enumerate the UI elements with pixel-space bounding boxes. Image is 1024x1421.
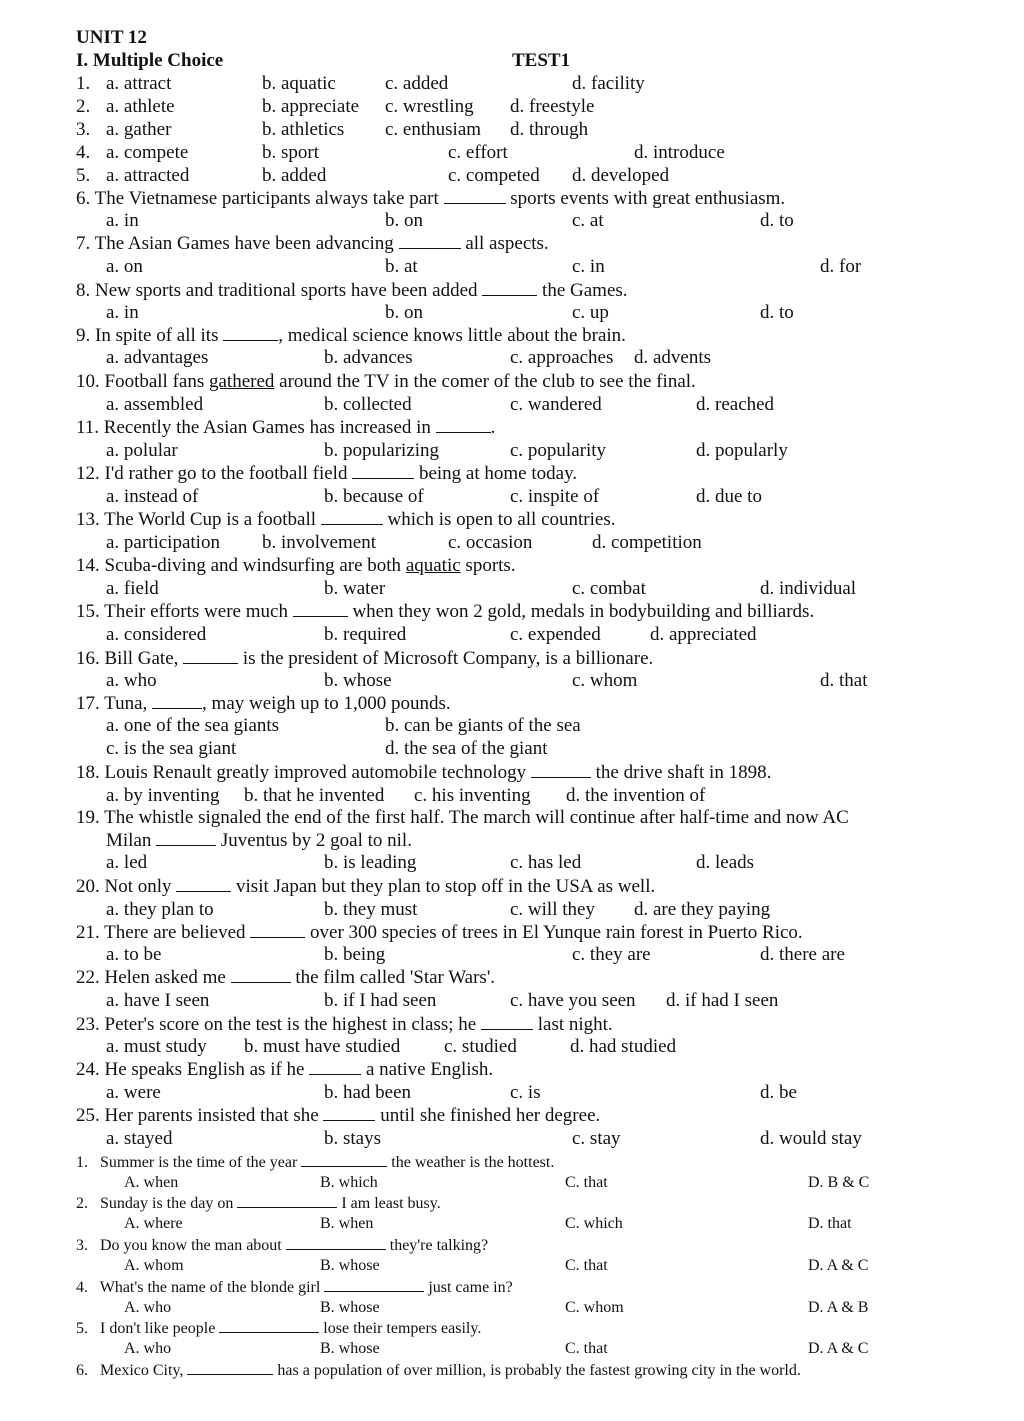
question-text: The World Cup is a football bbox=[104, 509, 317, 530]
option-c[interactable]: c. approaches bbox=[510, 347, 614, 368]
question-text: Summer is the time of the year bbox=[100, 1154, 298, 1171]
option-b[interactable]: b. whose bbox=[324, 670, 392, 691]
question-text: In spite of all its bbox=[95, 325, 219, 346]
option-d[interactable]: D. B & C bbox=[808, 1174, 870, 1191]
answer-blank[interactable] bbox=[187, 1362, 273, 1375]
question-text: There are believed bbox=[104, 922, 246, 943]
question-text-end: just came in? bbox=[428, 1279, 513, 1296]
option-a[interactable]: A. who bbox=[124, 1340, 172, 1357]
option-c[interactable]: c. up bbox=[572, 302, 609, 323]
option-c[interactable]: c. is bbox=[510, 1082, 541, 1103]
option-d[interactable]: d. the invention of bbox=[566, 785, 706, 806]
option-b[interactable]: B. whose bbox=[320, 1257, 380, 1274]
option-d[interactable]: d. reached bbox=[696, 394, 775, 415]
option-c[interactable]: c. occasion bbox=[448, 532, 533, 553]
option-c[interactable]: c. has led bbox=[510, 852, 582, 873]
question-number: 20. bbox=[76, 876, 100, 897]
question-text-end: around the TV in the comer of the club to see the final. bbox=[274, 371, 696, 392]
option-d[interactable]: d. to bbox=[760, 302, 794, 323]
question-number: 18. bbox=[76, 762, 100, 783]
underlined-word: aquatic bbox=[405, 555, 461, 576]
option-b[interactable]: B. whose bbox=[320, 1299, 380, 1316]
answer-blank[interactable] bbox=[321, 510, 383, 525]
question-number: 1. bbox=[76, 73, 91, 94]
option-a[interactable]: a. considered bbox=[106, 624, 207, 645]
option-b[interactable]: b. appreciate bbox=[262, 96, 360, 117]
option-d[interactable]: d. would stay bbox=[760, 1128, 862, 1149]
option-a[interactable]: a. on bbox=[106, 256, 143, 277]
question-number: 9. bbox=[76, 325, 91, 346]
option-c[interactable]: c. wrestling bbox=[385, 96, 474, 117]
question-number: 23. bbox=[76, 1014, 100, 1035]
question-text: Helen asked me bbox=[104, 967, 226, 988]
answer-blank[interactable] bbox=[176, 877, 231, 892]
option-b[interactable]: b. because of bbox=[324, 486, 424, 507]
question-text-end: , may weigh up to 1,000 pounds. bbox=[202, 693, 451, 714]
option-d[interactable]: D. A & B bbox=[808, 1299, 869, 1316]
question-text: The Asian Games have been advancing bbox=[94, 233, 394, 254]
option-a[interactable]: a. who bbox=[106, 670, 157, 691]
answer-blank[interactable] bbox=[352, 464, 414, 479]
question-text-end: Juventus by 2 goal to nil. bbox=[220, 830, 412, 851]
question-number: 17. bbox=[76, 693, 100, 714]
option-a[interactable]: a. they plan to bbox=[106, 899, 214, 920]
question-number: 15. bbox=[76, 601, 100, 622]
option-b[interactable]: b. is leading bbox=[324, 852, 417, 873]
option-c[interactable]: c. stay bbox=[572, 1128, 621, 1149]
question-number: 1. bbox=[76, 1154, 88, 1171]
option-b[interactable]: B. when bbox=[320, 1215, 374, 1232]
question-text-end: a native English. bbox=[365, 1059, 494, 1080]
option-c[interactable]: c. effort bbox=[448, 142, 508, 163]
question-text: New sports and traditional sports have been added bbox=[95, 280, 478, 301]
question-text-end: sports events with great enthusiasm. bbox=[510, 188, 786, 209]
option-b[interactable]: B. which bbox=[320, 1174, 378, 1191]
option-d[interactable]: D. A & C bbox=[808, 1257, 869, 1274]
question-text: Not only bbox=[104, 876, 172, 897]
question-number: 7. bbox=[76, 233, 91, 254]
option-d[interactable]: D. A & C bbox=[808, 1340, 869, 1357]
answer-blank[interactable] bbox=[399, 234, 461, 249]
question-number: 21. bbox=[76, 922, 100, 943]
option-b[interactable]: b. can be giants of the sea bbox=[385, 715, 581, 736]
underlined-word: gathered bbox=[209, 371, 275, 392]
question-number: 8. bbox=[76, 280, 91, 301]
answer-blank[interactable] bbox=[219, 1320, 319, 1333]
option-c[interactable]: c. in bbox=[572, 256, 605, 277]
answer-blank[interactable] bbox=[152, 694, 202, 709]
option-c[interactable]: c. added bbox=[385, 73, 449, 94]
question-text: Her parents insisted that she bbox=[104, 1105, 319, 1126]
question-text-end: which is open to all countries. bbox=[387, 509, 616, 530]
option-c[interactable]: c. whom bbox=[572, 670, 638, 691]
option-b[interactable]: B. whose bbox=[320, 1340, 380, 1357]
question-number: 3. bbox=[76, 119, 91, 140]
option-c[interactable]: c. inspite of bbox=[510, 486, 600, 507]
option-d[interactable]: d. to bbox=[760, 210, 794, 231]
option-d[interactable]: d. individual bbox=[760, 578, 857, 599]
option-b[interactable]: b. aquatic bbox=[262, 73, 336, 94]
question-text: What's the name of the blonde girl bbox=[99, 1279, 321, 1296]
option-b[interactable]: b. required bbox=[324, 624, 407, 645]
answer-blank[interactable] bbox=[482, 281, 537, 296]
option-a[interactable]: a. in bbox=[106, 302, 139, 323]
question-number: 14. bbox=[76, 555, 100, 576]
question-text-end: all aspects. bbox=[465, 233, 549, 254]
question-number: 25. bbox=[76, 1105, 100, 1126]
question-text-end: they're talking? bbox=[389, 1237, 489, 1254]
option-d[interactable]: D. that bbox=[808, 1215, 852, 1232]
question-number: 11. bbox=[76, 417, 100, 438]
answer-blank[interactable] bbox=[436, 418, 491, 433]
option-a[interactable]: a. one of the sea giants bbox=[106, 715, 280, 736]
option-a[interactable]: a. must study bbox=[106, 1036, 207, 1057]
option-d[interactable]: d. due to bbox=[696, 486, 762, 507]
question-text-end: visit Japan but they plan to stop off in the USA as well. bbox=[236, 876, 656, 897]
question-text: Scuba-diving and windsurfing are both bbox=[104, 555, 406, 576]
option-c[interactable]: c. combat bbox=[572, 578, 646, 599]
option-a[interactable]: A. where bbox=[124, 1215, 183, 1232]
option-b[interactable]: b. that he invented bbox=[244, 785, 385, 806]
option-a[interactable]: a. field bbox=[106, 578, 159, 599]
option-c[interactable]: c. his inventing bbox=[414, 785, 531, 806]
option-d[interactable]: d. leads bbox=[696, 852, 755, 873]
test-title: TEST1 bbox=[512, 50, 571, 71]
answer-blank[interactable] bbox=[156, 831, 216, 846]
option-b[interactable]: b. they must bbox=[324, 899, 418, 920]
question-number: 12. bbox=[76, 463, 100, 484]
option-c[interactable]: C. that bbox=[565, 1257, 608, 1274]
question-text: Peter's score on the test is the highest in class; he bbox=[104, 1014, 477, 1035]
option-b[interactable]: b. must have studied bbox=[244, 1036, 401, 1057]
option-b[interactable]: b. added bbox=[262, 165, 327, 186]
option-b[interactable]: b. sport bbox=[262, 142, 319, 163]
answer-blank[interactable] bbox=[183, 649, 238, 664]
question-text-end: until she finished her degree. bbox=[380, 1105, 601, 1126]
option-a[interactable]: a. athlete bbox=[106, 96, 175, 117]
question-text: Mexico City, bbox=[100, 1362, 184, 1379]
option-a[interactable]: a. gather bbox=[106, 119, 172, 140]
option-d[interactable]: d. advents bbox=[634, 347, 712, 368]
option-d[interactable]: d. for bbox=[820, 256, 862, 277]
option-d[interactable]: d. appreciated bbox=[650, 624, 757, 645]
question-text: I don't like people bbox=[100, 1320, 216, 1337]
question-number: 3. bbox=[76, 1237, 88, 1254]
option-d[interactable]: d. there are bbox=[760, 944, 845, 965]
question-number: 4. bbox=[76, 1279, 88, 1296]
question-text-end: I am least busy. bbox=[341, 1195, 441, 1212]
answer-blank[interactable] bbox=[237, 1195, 337, 1208]
option-d[interactable]: d. through bbox=[510, 119, 589, 140]
question-text: Football fans bbox=[104, 371, 209, 392]
question-text: Milan bbox=[106, 830, 152, 851]
option-b[interactable]: b. had been bbox=[324, 1082, 412, 1103]
option-c[interactable]: c. popularity bbox=[510, 440, 607, 461]
option-c[interactable]: C. which bbox=[565, 1215, 623, 1232]
question-text-end: lose their tempers easily. bbox=[323, 1320, 482, 1337]
question-text-end: . bbox=[490, 417, 496, 438]
option-d[interactable]: d. introduce bbox=[634, 142, 725, 163]
option-a[interactable]: a. assembled bbox=[106, 394, 204, 415]
question-text-end: the film called 'Star Wars'. bbox=[295, 967, 496, 988]
answer-blank[interactable] bbox=[531, 763, 591, 778]
question-text-end: , medical science knows little about the brain. bbox=[278, 325, 626, 346]
answer-blank[interactable] bbox=[323, 1106, 375, 1121]
question-number: 24. bbox=[76, 1059, 100, 1080]
section-title: I. Multiple Choice bbox=[76, 50, 224, 71]
option-b[interactable]: b. stays bbox=[324, 1128, 381, 1149]
option-d[interactable]: d. if had I seen bbox=[666, 990, 779, 1011]
option-b[interactable]: b. popularizing bbox=[324, 440, 440, 461]
answer-blank[interactable] bbox=[301, 1154, 387, 1167]
option-c[interactable]: c. enthusiam bbox=[385, 119, 482, 140]
option-a[interactable]: a. attract bbox=[106, 73, 172, 94]
option-b[interactable]: b. involvement bbox=[262, 532, 376, 553]
question-text-end: has a population of over million, is probably the fastest growing city in the world. bbox=[277, 1362, 801, 1379]
option-c[interactable]: C. that bbox=[565, 1340, 608, 1357]
answer-blank[interactable] bbox=[286, 1237, 386, 1250]
option-d[interactable]: d. that bbox=[820, 670, 868, 691]
option-b[interactable]: b. collected bbox=[324, 394, 412, 415]
question-text: The whistle signaled the end of the first half. The march will continue after half-time and now AC bbox=[104, 807, 849, 828]
answer-blank[interactable] bbox=[223, 326, 278, 341]
option-a[interactable]: A. whom bbox=[124, 1257, 184, 1274]
question-number: 19. bbox=[76, 807, 100, 828]
question-text: He speaks English as if he bbox=[104, 1059, 305, 1080]
option-a[interactable]: a. led bbox=[106, 852, 148, 873]
option-c[interactable]: c. have you seen bbox=[510, 990, 636, 1011]
option-b[interactable]: b. water bbox=[324, 578, 386, 599]
question-text-end: is the president of Microsoft Company, is a billionare. bbox=[242, 648, 654, 669]
answer-blank[interactable] bbox=[324, 1279, 424, 1292]
question-text-end: the Games. bbox=[542, 280, 628, 301]
option-c[interactable]: c. expended bbox=[510, 624, 601, 645]
option-c[interactable]: c. will they bbox=[510, 899, 595, 920]
question-number: 2. bbox=[76, 1195, 88, 1212]
question-text-end: the drive shaft in 1898. bbox=[595, 762, 772, 783]
option-c[interactable]: c. they are bbox=[572, 944, 651, 965]
option-a[interactable]: a. to be bbox=[106, 944, 162, 965]
option-a[interactable]: a. advantages bbox=[106, 347, 209, 368]
answer-blank[interactable] bbox=[231, 968, 291, 983]
question-text: Sunday is the day on bbox=[100, 1195, 234, 1212]
question-text: Do you know the man about bbox=[100, 1237, 282, 1254]
question-number: 13. bbox=[76, 509, 100, 530]
answer-blank[interactable] bbox=[309, 1060, 361, 1075]
question-text: Louis Renault greatly improved automobile technology bbox=[104, 762, 527, 783]
question-text-end: the weather is the hottest. bbox=[391, 1154, 555, 1171]
question-number: 5. bbox=[76, 165, 91, 186]
option-c[interactable]: c. is the sea giant bbox=[106, 738, 237, 759]
option-a[interactable]: a. in bbox=[106, 210, 139, 231]
option-d[interactable]: d. had studied bbox=[570, 1036, 677, 1057]
question-text: Their efforts were much bbox=[104, 601, 288, 622]
question-text: The Vietnamese participants always take part bbox=[94, 188, 439, 209]
option-a[interactable]: a. attracted bbox=[106, 165, 190, 186]
option-d[interactable]: d. developed bbox=[572, 165, 670, 186]
question-number: 22. bbox=[76, 967, 100, 988]
question-text: Bill Gate, bbox=[104, 648, 179, 669]
question-number: 6. bbox=[76, 188, 91, 209]
option-d[interactable]: d. competition bbox=[592, 532, 702, 553]
option-a[interactable]: a. participation bbox=[106, 532, 220, 553]
question-text-end: when they won 2 gold, medals in bodybuilding and billiards. bbox=[352, 601, 815, 622]
question-text-end: being at home today. bbox=[418, 463, 578, 484]
option-b[interactable]: b. if I had seen bbox=[324, 990, 437, 1011]
answer-blank[interactable] bbox=[481, 1015, 533, 1030]
question-text-end: sports. bbox=[460, 555, 516, 576]
question-text-end: over 300 species of trees in El Yunque rain forest in Puerto Rico. bbox=[310, 922, 803, 943]
answer-blank[interactable] bbox=[250, 923, 305, 938]
option-a[interactable]: a. polular bbox=[106, 440, 178, 461]
option-d[interactable]: d. the sea of the giant bbox=[385, 738, 548, 759]
question-text-end: last night. bbox=[537, 1014, 613, 1035]
option-b[interactable]: b. at bbox=[385, 256, 418, 277]
option-d[interactable]: d. be bbox=[760, 1082, 797, 1103]
option-b[interactable]: b. being bbox=[324, 944, 386, 965]
question-number: 5. bbox=[76, 1320, 88, 1337]
unit-title: UNIT 12 bbox=[76, 27, 147, 48]
option-c[interactable]: c. at bbox=[572, 210, 604, 231]
option-a[interactable]: a. have I seen bbox=[106, 990, 210, 1011]
question-number: 2. bbox=[76, 96, 91, 117]
option-d[interactable]: d. are they paying bbox=[634, 899, 771, 920]
option-c[interactable]: c. studied bbox=[444, 1036, 517, 1057]
question-number: 4. bbox=[76, 142, 91, 163]
option-a[interactable]: A. who bbox=[124, 1299, 172, 1316]
question-number: 16. bbox=[76, 648, 100, 669]
answer-blank[interactable] bbox=[444, 189, 506, 204]
question-text: Recently the Asian Games has increased in bbox=[103, 417, 431, 438]
option-a[interactable]: A. when bbox=[124, 1174, 179, 1191]
option-a[interactable]: a. compete bbox=[106, 142, 189, 163]
question-text: I'd rather go to the football field bbox=[104, 463, 348, 484]
option-a[interactable]: a. were bbox=[106, 1082, 161, 1103]
option-b[interactable]: b. athletics bbox=[262, 119, 345, 140]
option-a[interactable]: a. by inventing bbox=[106, 785, 220, 806]
option-b[interactable]: b. advances bbox=[324, 347, 413, 368]
option-a[interactable]: a. instead of bbox=[106, 486, 199, 507]
option-d[interactable]: d. popularly bbox=[696, 440, 788, 461]
option-b[interactable]: b. on bbox=[385, 302, 423, 323]
option-d[interactable]: d. freestyle bbox=[510, 96, 595, 117]
option-a[interactable]: a. stayed bbox=[106, 1128, 173, 1149]
option-d[interactable]: d. facility bbox=[572, 73, 645, 94]
answer-blank[interactable] bbox=[293, 602, 348, 617]
option-c[interactable]: C. that bbox=[565, 1174, 608, 1191]
question-number: 10. bbox=[76, 371, 100, 392]
option-c[interactable]: c. wandered bbox=[510, 394, 602, 415]
question-text: Tuna, bbox=[104, 693, 148, 714]
question-number: 6. bbox=[76, 1362, 88, 1379]
option-b[interactable]: b. on bbox=[385, 210, 423, 231]
option-c[interactable]: C. whom bbox=[565, 1299, 624, 1316]
option-c[interactable]: c. competed bbox=[448, 165, 540, 186]
